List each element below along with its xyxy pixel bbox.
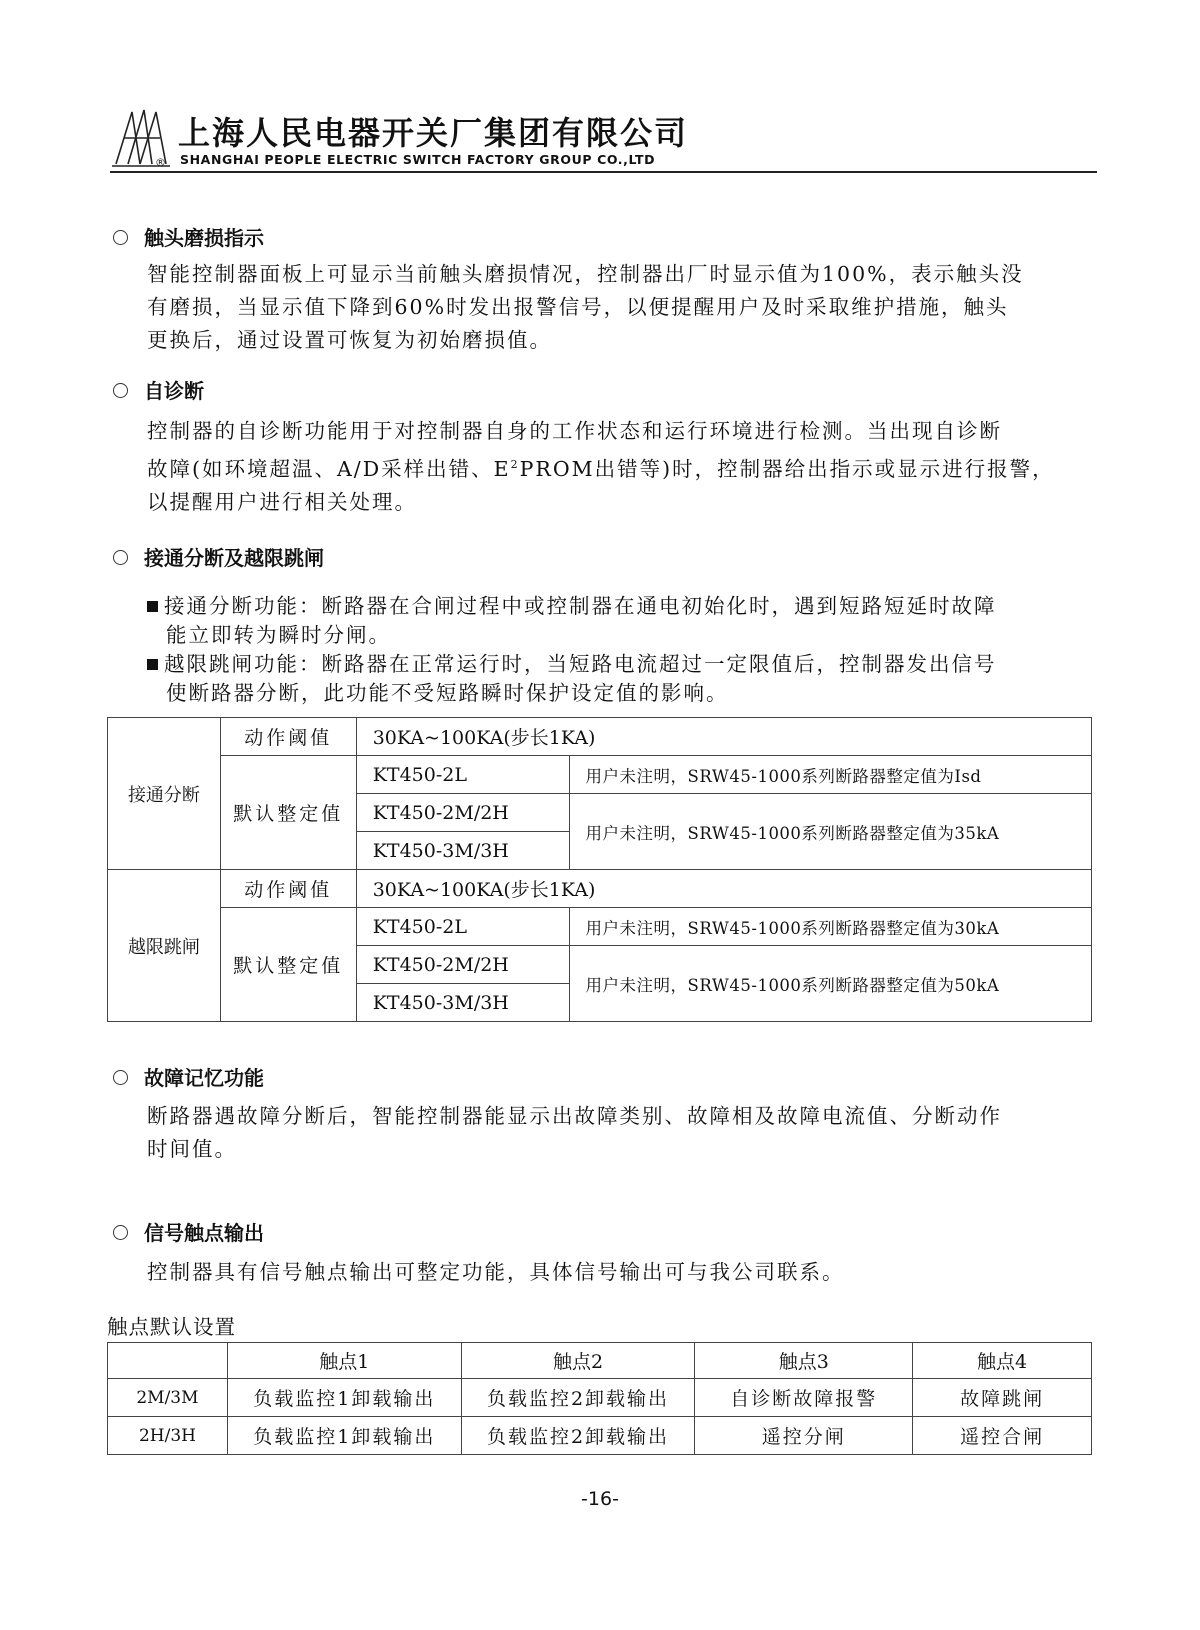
contact-table-caption: 触点默认设置 — [107, 1315, 236, 1339]
group-label: 越限跳闸 — [108, 870, 221, 1022]
table-row — [108, 1417, 1092, 1455]
bullet-overlimit-trip: 越限跳闸功能：断路器在正常运行时，当短路电流超过一定限值后，控制器发出信号 使断路器分断，此功能不受短路瞬时保护设定值的影响。 — [147, 650, 1092, 708]
model-cell: KT450-2M/2H — [356, 794, 569, 832]
bullet-make-break: 接通分断功能：断路器在合闸过程中或控制器在通电初始化时，遇到短路短延时故障 能立即转为瞬时分闸。 — [147, 592, 1092, 650]
table-row — [108, 870, 1092, 908]
default-label: 默认整定值 — [220, 756, 356, 870]
circle-bullet-icon — [113, 383, 128, 398]
threshold-value: 30KA~100KA(步长1KA) — [356, 870, 1091, 908]
table-cell: 遥控合闸 — [913, 1417, 1092, 1455]
circle-bullet-icon — [113, 550, 128, 565]
signal-paragraph: 控制器具有信号触点输出可整定功能，具体信号输出可与我公司联系。 — [147, 1260, 845, 1284]
trip-settings-table — [107, 717, 1092, 1022]
note-cell: 用户未注明，SRW45-1000系列断路器整定值为50kA — [569, 946, 1091, 1022]
header-cell: 触点1 — [227, 1343, 461, 1379]
note-cell: 用户未注明，SRW45-1000系列断路器整定值为Isd — [569, 756, 1091, 794]
row-label: 2H/3H — [108, 1417, 228, 1455]
header-cell — [108, 1343, 228, 1379]
section-title-wear: 触头磨损指示 — [113, 222, 264, 251]
note-cell: 用户未注明，SRW45-1000系列断路器整定值为30kA — [569, 908, 1091, 946]
note-cell: 用户未注明，SRW45-1000系列断路器整定值为35kA — [569, 794, 1091, 870]
header-cell: 触点4 — [913, 1343, 1092, 1379]
section-title-signal: 信号触点输出 — [113, 1217, 264, 1246]
square-bullet-icon — [147, 659, 158, 670]
threshold-value: 30KA~100KA(步长1KA) — [356, 718, 1091, 756]
row-label: 2M/3M — [108, 1379, 228, 1417]
threshold-label: 动作阈值 — [220, 718, 356, 756]
header-cell: 触点2 — [461, 1343, 695, 1379]
section-title-diagnosis: 自诊断 — [113, 375, 204, 404]
memory-paragraph: 断路器遇故障分断后，智能控制器能显示出故障类别、故障相及故障电流值、分断动作 时间值。 — [147, 1104, 1002, 1161]
model-cell: KT450-2L — [356, 908, 569, 946]
registered-mark: ® — [155, 156, 166, 169]
table-cell: 负载监控1卸载输出 — [227, 1417, 461, 1455]
table-cell: 自诊断故障报警 — [695, 1379, 913, 1417]
page-number: -16- — [581, 1488, 619, 1510]
diagnosis-paragraph: 控制器的自诊断功能用于对控制器自身的工作状态和运行环境进行检测。当出现自诊断 故障(如环境超温、A/D采样出错、$E^2PROM$出错等)时，控制器给出指示或显示进行报警， 以提醒用户进行相关处理。 — [147, 419, 1055, 514]
company-name-cn: 上海人民电器开关厂集团有限公司 — [178, 114, 689, 152]
model-cell: KT450-2M/2H — [356, 946, 569, 984]
table-cell: 遥控分闸 — [695, 1417, 913, 1455]
threshold-label: 动作阈值 — [220, 870, 356, 908]
header-cell: 触点3 — [695, 1343, 913, 1379]
model-cell: KT450-3M/3H — [356, 984, 569, 1022]
table-cell: 负载监控2卸载输出 — [461, 1379, 695, 1417]
contact-defaults-table — [107, 1342, 1092, 1455]
company-logo — [110, 104, 174, 172]
default-label: 默认整定值 — [220, 908, 356, 1022]
circle-bullet-icon — [113, 230, 128, 245]
table-header-row — [108, 1343, 1092, 1379]
header-divider — [110, 171, 1097, 173]
company-name-en: SHANGHAI PEOPLE ELECTRIC SWITCH FACTORY GROUP CO.,LTD — [180, 152, 656, 167]
table-cell: 负载监控1卸载输出 — [227, 1379, 461, 1417]
circle-bullet-icon — [113, 1225, 128, 1240]
table-row — [108, 1379, 1092, 1417]
wear-paragraph: 智能控制器面板上可显示当前触头磨损情况，控制器出厂时显示值为100%，表示触头没 有磨损，当显示值下降到60%时发出报警信号，以便提醒用户及时采取维护措施，触头 更换后，通过设置可恢复为初始磨损值。 — [147, 262, 1024, 352]
model-cell: KT450-2L — [356, 756, 569, 794]
square-bullet-icon — [147, 601, 158, 612]
section-title-memory: 故障记忆功能 — [113, 1062, 264, 1091]
model-cell: KT450-3M/3H — [356, 832, 569, 870]
table-row — [108, 718, 1092, 756]
group-label: 接通分断 — [108, 718, 221, 870]
section-title-trip: 接通分断及越限跳闸 — [113, 542, 324, 571]
table-row — [108, 908, 1092, 946]
table-cell: 负载监控2卸载输出 — [461, 1417, 695, 1455]
table-cell: 故障跳闸 — [913, 1379, 1092, 1417]
circle-bullet-icon — [113, 1070, 128, 1085]
table-row — [108, 756, 1092, 794]
